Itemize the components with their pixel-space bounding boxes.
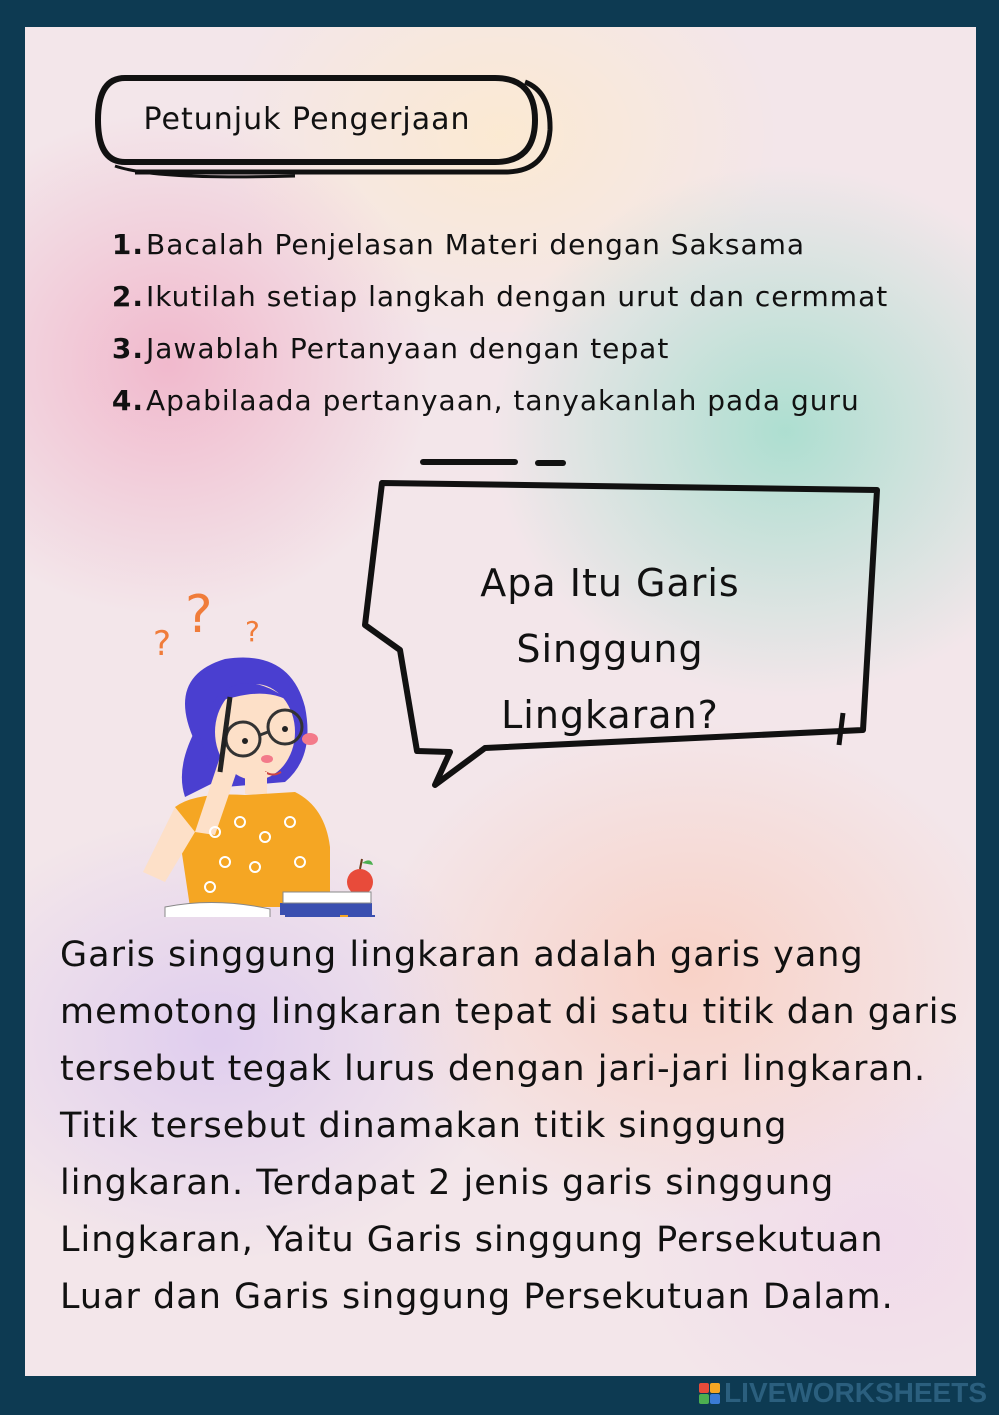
instruction-text: Apabilaada pertanyaan, tanyakanlah pada guru bbox=[146, 384, 860, 417]
liveworksheets-watermark bbox=[699, 1378, 987, 1408]
liveworksheets-logo-icon bbox=[699, 1383, 720, 1404]
paragraph-line: Luar dan Garis singgung Persekutuan Dalam. bbox=[60, 1277, 894, 1317]
paragraph-line: Lingkaran, Yaitu Garis singgung Persekutuan bbox=[60, 1220, 884, 1260]
instruction-number: 1. bbox=[111, 228, 144, 261]
instruction-number: 2. bbox=[111, 280, 144, 313]
instruction-number: 4. bbox=[111, 384, 144, 417]
instruction-item bbox=[110, 375, 888, 427]
instruction-item bbox=[110, 323, 888, 375]
instruction-list bbox=[110, 219, 888, 427]
instruction-text: Bacalah Penjelasan Materi dengan Saksama bbox=[146, 228, 806, 261]
speech-bubble bbox=[355, 455, 895, 825]
question-mark-icon: ? bbox=[245, 615, 260, 648]
bubble-question bbox=[460, 550, 760, 748]
page-title: Petunjuk Pengerjaan bbox=[143, 101, 471, 137]
instruction-text: Ikutilah setiap langkah dengan urut dan cermmat bbox=[146, 280, 889, 313]
worksheet-page bbox=[25, 27, 976, 1376]
explanation-paragraph bbox=[60, 927, 960, 1326]
paragraph-line: tersebut tegak lurus dengan jari-jari lingkaran. bbox=[60, 1049, 927, 1089]
question-mark-icon: ? bbox=[153, 624, 172, 664]
title-box bbox=[95, 70, 525, 168]
instruction-item bbox=[110, 219, 888, 271]
watermark-text: LIVEWORKSHEETS bbox=[724, 1377, 987, 1408]
question-mark-icon: ? bbox=[185, 585, 213, 645]
instruction-number: 3. bbox=[111, 332, 144, 365]
paragraph-line: Titik tersebut dinamakan titik singgung bbox=[60, 1106, 788, 1146]
bubble-line: Apa Itu Garis bbox=[480, 561, 740, 605]
thinking-girl-illustration bbox=[105, 567, 375, 917]
paragraph-line: lingkaran. Terdapat 2 jenis garis singgung bbox=[60, 1163, 835, 1203]
paragraph-line: memotong lingkaran tepat di satu titik dan garis bbox=[60, 992, 959, 1032]
bubble-line: Singgung bbox=[516, 627, 704, 671]
bubble-line: Lingkaran? bbox=[501, 693, 719, 737]
instruction-text: Jawablah Pertanyaan dengan tepat bbox=[146, 332, 670, 365]
paragraph-line: Garis singgung lingkaran adalah garis yang bbox=[60, 935, 864, 975]
instruction-item bbox=[110, 271, 888, 323]
